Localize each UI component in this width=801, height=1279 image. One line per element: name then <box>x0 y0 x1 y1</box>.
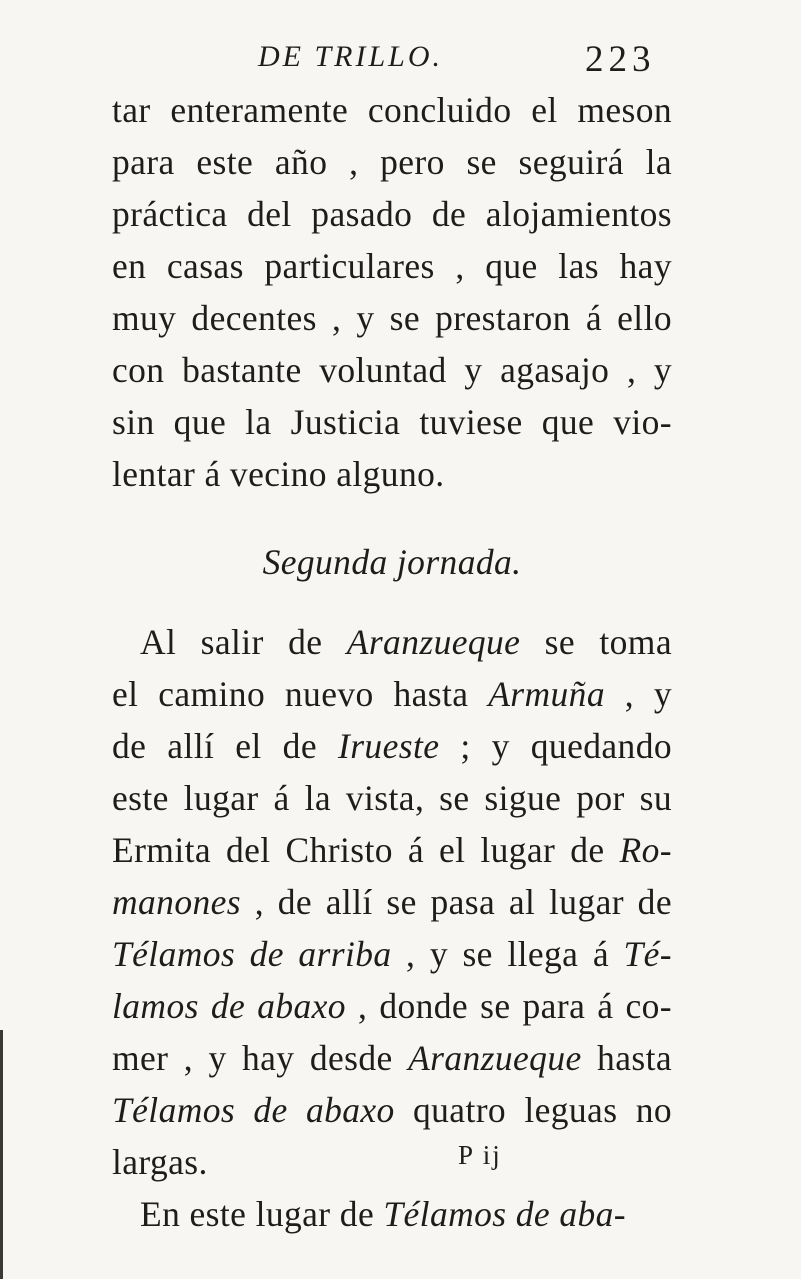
text-line: para este año , pero se seguirá la <box>112 142 672 182</box>
text-line: muy decentes , y se prestaron á ello <box>112 298 672 338</box>
text-line <box>112 980 672 1032</box>
place-name: Ro- <box>619 830 672 870</box>
text-span: el camino nuevo hasta <box>112 674 489 714</box>
place-name: Armuña <box>488 674 605 714</box>
place-name: Aranzueque <box>346 622 521 662</box>
place-name: Té- <box>623 934 672 974</box>
text-line: en casas particulares , que las hay <box>112 246 672 286</box>
text-span: , donde se para á co- <box>345 986 672 1026</box>
text-line: práctica del pasado de alojamientos <box>112 194 672 234</box>
text-span: quatro leguas no <box>394 1090 672 1130</box>
text-span: , y <box>604 674 672 714</box>
text-span: Al salir de <box>140 622 347 662</box>
text-line: este lugar á la vista, se sigue por su <box>112 778 672 818</box>
text-line: largas. <box>112 1142 208 1182</box>
section-heading: Segunda jornada. <box>262 542 522 582</box>
text-line: sin que la Justicia tuviese que vio- <box>112 402 672 442</box>
text-line <box>112 668 672 720</box>
place-name: lamos de abaxo <box>112 986 346 1026</box>
text-span: de allí el de <box>112 726 338 766</box>
signature-mark: P ij <box>458 1140 502 1170</box>
text-span: mer , y hay desde <box>112 1038 409 1078</box>
text-span: , de allí se pasa al lugar de <box>241 882 672 922</box>
place-name: Télamos de abaxo <box>112 1090 395 1130</box>
text-span: Ermita del Christo á el lugar de <box>112 830 620 870</box>
place-name: Télamos de arriba <box>112 934 392 974</box>
text-line <box>112 616 672 668</box>
place-name: Aranzueque <box>408 1038 582 1078</box>
place-name: Irueste <box>337 726 440 766</box>
text-span: se toma <box>520 622 672 662</box>
running-head <box>0 40 801 84</box>
text-line <box>112 720 672 772</box>
text-span: , y se llega á <box>391 934 624 974</box>
place-name: manones <box>112 882 242 922</box>
text-line: tar enteramente concluido el meson <box>112 90 672 130</box>
text-line <box>112 1188 672 1240</box>
text-line: con bastante voluntad y agasajo , y <box>112 350 672 390</box>
text-line: lentar á vecino alguno. <box>112 454 445 494</box>
place-name: Télamos de aba- <box>383 1194 627 1234</box>
body-text <box>112 84 672 1240</box>
page-edge-shadow <box>0 1030 3 1279</box>
running-title: DE TRILLO. <box>258 40 444 73</box>
text-span: hasta <box>581 1038 672 1078</box>
text-span: En este lugar de <box>140 1194 384 1234</box>
text-line <box>112 876 672 928</box>
page-number: 223 <box>585 39 656 80</box>
text-line <box>112 824 672 876</box>
text-line <box>112 928 672 980</box>
text-line <box>112 1032 672 1084</box>
text-span: ; y quedando <box>439 726 672 766</box>
text-line <box>112 1084 672 1136</box>
